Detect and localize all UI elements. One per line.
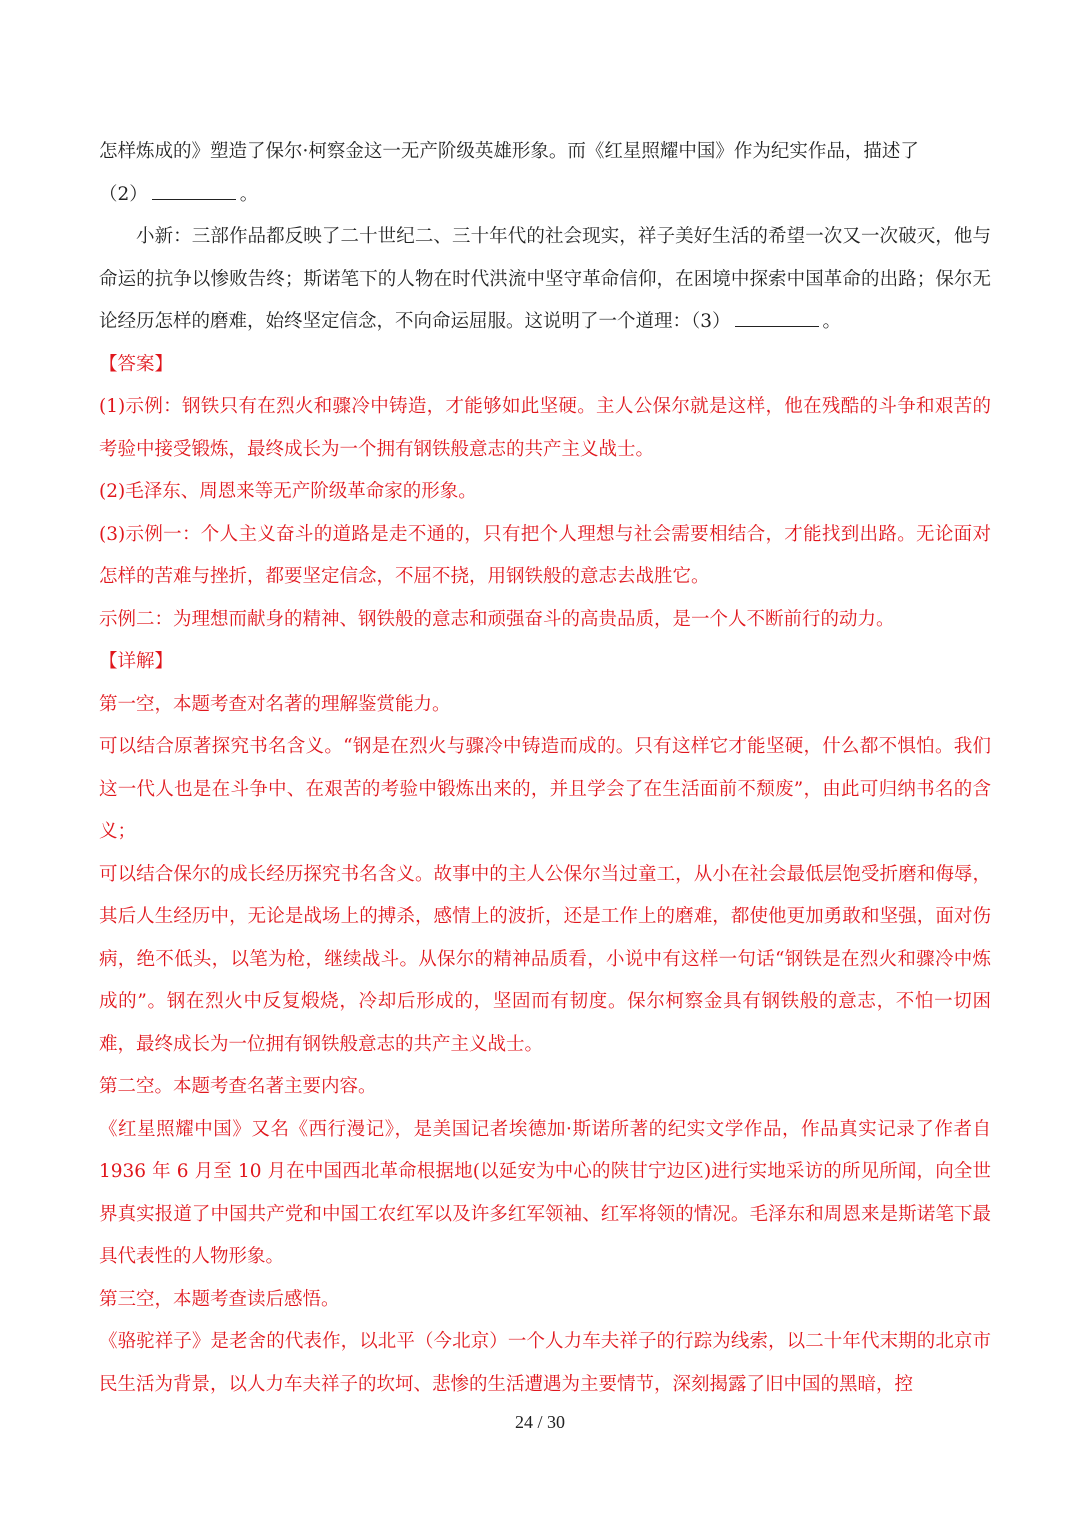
detail-paragraph: 《红星照耀中国》又名《西行漫记》，是美国记者埃德加·斯诺所著的纪实文学作品，作品真实记录了作者自 1936 年 6 月至 10 月在中国西北革命根据地(以延安为中心的陕甘宁边区)进行实地采访的所见所闻，向全世界真实报道了中国共产党和中国工农红军以及许多红军领袖、红军将领的情况。毛泽东和周恩来是斯诺笔下最具代表性的人物形象。 bbox=[99, 1118, 991, 1267]
blank-2-label: （2） bbox=[99, 183, 148, 205]
detail-paragraph: 第三空，本题考查读后感悟。 bbox=[99, 1288, 340, 1310]
xiaoxin-paragraph bbox=[99, 216, 991, 344]
detail-paragraph: 可以结合原著探究书名含义。“钢是在烈火与骤冷中铸造而成的。只有这样它才能坚硬，什么都不惧怕。我们这一代人也是在斗争中、在艰苦的考验中锻炼出来的，并且学会了在生活面前不颓废”，由此可归纳书名的含义； bbox=[99, 736, 991, 842]
page-content bbox=[99, 131, 991, 1406]
answer-item-3: (3)示例一：个人主义奋斗的道路是走不通的，只有把个人理想与社会需要相结合，才能找到出路。无论面对怎样的苦难与挫折，都要坚定信念，不屈不挠，用钢铁般的意志去战胜它。 bbox=[99, 523, 991, 587]
question-text-line: 怎样炼成的》塑造了保尔·柯察金这一无产阶级英雄形象。而《红星照耀中国》作为纪实作品，描述了 bbox=[99, 141, 919, 162]
detail-paragraph: 《骆驼祥子》是老舍的代表作，以北平（今北京）一个人力车夫祥子的行踪为线索，以二十年代末期的北京市民生活为背景，以人力车夫祥子的坎坷、悲惨的生活遭遇为主要情节，深刻揭露了旧中国的黑暗，控 bbox=[99, 1331, 991, 1395]
answer-blank-line bbox=[152, 181, 236, 200]
xiaoxin-text: 小新：三部作品都反映了二十世纪二、三十年代的社会现实，祥子美好生活的希望一次又一次破灭，他与命运的抗争以惨败告终；斯诺笔下的人物在时代洪流中坚守革命信仰，在困境中探索中国革命的出路；保尔无论经历怎样的磨难，始终坚定信念，不向命运屈服。这说明了一个道理：（3） bbox=[99, 226, 991, 332]
answer-item-2: (2)毛泽东、周恩来等无产阶级革命家的形象。 bbox=[99, 481, 477, 502]
answer-blank-line bbox=[735, 308, 819, 327]
xiaoxin-suffix: 。 bbox=[822, 311, 842, 332]
blank-2-suffix: 。 bbox=[239, 183, 259, 205]
answer-heading: 【答案】 bbox=[99, 353, 174, 375]
detail-heading: 【详解】 bbox=[99, 651, 174, 672]
detail-paragraph: 第二空。本题考查名著主要内容。 bbox=[99, 1076, 377, 1097]
detail-paragraph: 第一空，本题考查对名著的理解鉴赏能力。 bbox=[99, 693, 451, 715]
page-number: 24 / 30 bbox=[514, 1412, 565, 1432]
answer-item-1: (1)示例：钢铁只有在烈火和骤冷中铸造，才能够如此坚硬。主人公保尔就是这样，他在残酷的斗争和艰苦的考验中接受锻炼，最终成长为一个拥有钢铁般意志的共产主义战士。 bbox=[99, 396, 991, 460]
answer-item-3-example-2: 示例二：为理想而献身的精神、钢铁般的意志和顽强奋斗的高贵品质，是一个人不断前行的动力。 bbox=[99, 608, 895, 630]
detail-paragraph: 可以结合保尔的成长经历探究书名含义。故事中的主人公保尔当过童工，从小在社会最低层饱受折磨和侮辱，其后人生经历中，无论是战场上的搏杀，感情上的波折，还是工作上的磨难，都使他更加勇敢和坚强，面对伤病，绝不低头，以笔为枪，继续战斗。从保尔的精神品质看，小说中有这样一句话“钢铁是在烈火和骤冷中炼成的”。钢在烈火中反复煅烧，冷却后形成的，坚固而有韧度。保尔柯察金具有钢铁般的意志，不怕一切困难，最终成长为一位拥有钢铁般意志的共产主义战士。 bbox=[99, 863, 991, 1055]
question-blank-2 bbox=[99, 174, 991, 217]
